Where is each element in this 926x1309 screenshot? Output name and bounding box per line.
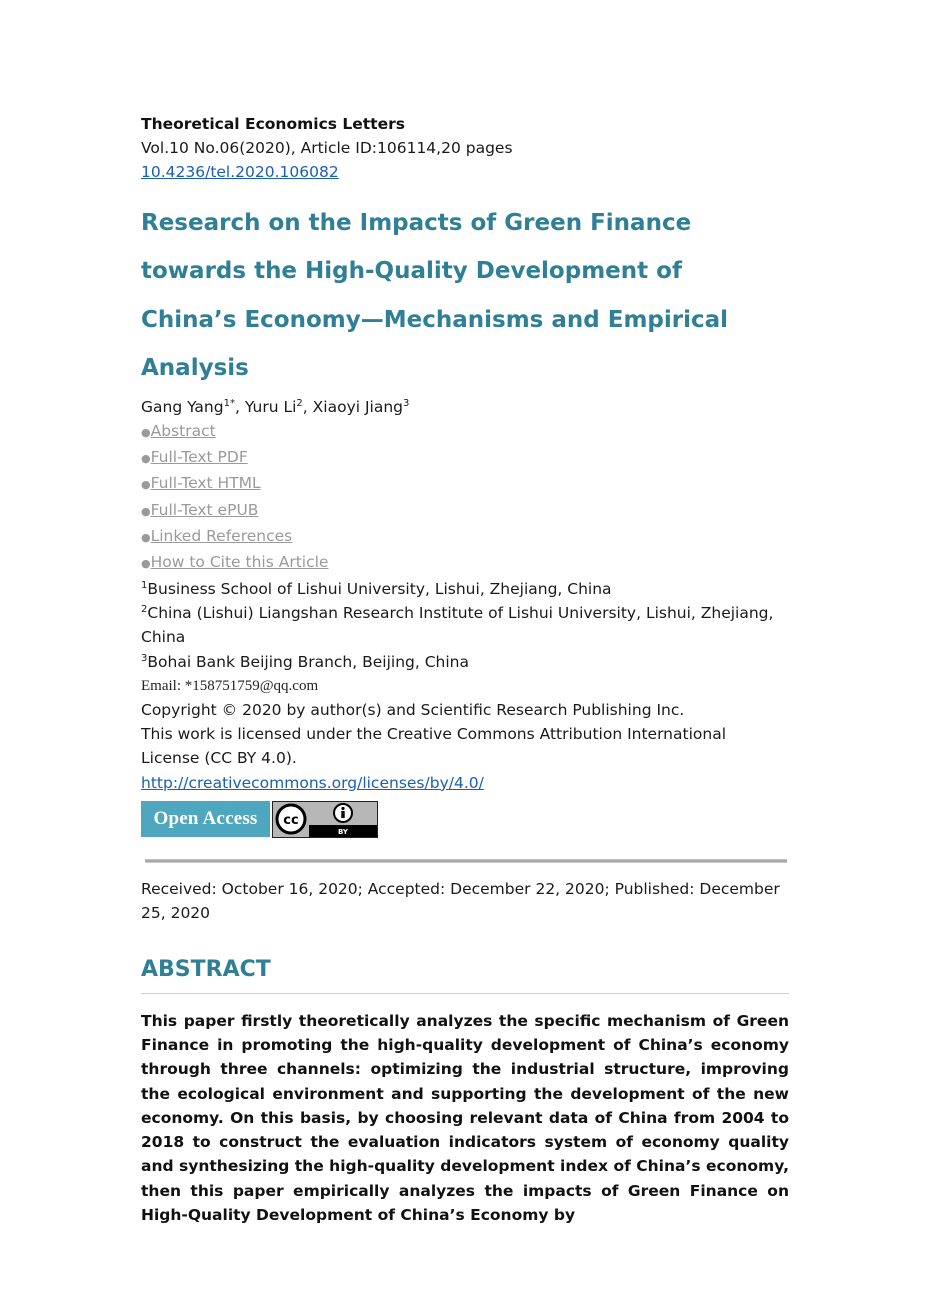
author-list <box>141 395 789 419</box>
full-text-epub-link[interactable]: Full-Text ePUB <box>150 500 259 519</box>
affiliation-marker: 2 <box>141 603 148 615</box>
nav-full-text-epub <box>141 498 789 524</box>
article-page <box>141 112 789 1227</box>
author-name: Yuru Li <box>244 397 297 416</box>
full-text-pdf-link[interactable]: Full-Text PDF <box>150 448 248 467</box>
doi-link[interactable]: 10.4236/tel.2020.106082 <box>141 163 339 182</box>
title-line: Analysis <box>141 355 249 382</box>
cc-by-strip <box>309 825 377 837</box>
author-separator: , <box>234 397 245 416</box>
cc-by-license-badge[interactable] <box>272 801 378 838</box>
open-access-badge[interactable]: Open Access <box>141 801 270 837</box>
author-name: Gang Yang <box>141 397 224 416</box>
nav-full-text-html <box>141 471 789 497</box>
title-line: Research on the Impacts of Green Finance <box>141 209 692 236</box>
publication-dates: Received: October 16, 2020; Accepted: December 22, 2020; Published: December 25, 2020 <box>141 880 780 923</box>
bullet-icon: ● <box>141 531 151 545</box>
affiliation-text: China (Lishui) Liangshan Research Institute of Lishui University, Lishui, Zhejiang, China <box>141 603 774 647</box>
bullet-icon: ● <box>141 478 151 492</box>
affiliation-text: Bohai Bank Beijing Branch, Beijing, China <box>147 652 469 671</box>
author-affiliation-marker: 3 <box>403 397 410 409</box>
nav-abstract <box>141 419 789 445</box>
author-name: Xiaoyi Jiang <box>312 397 404 416</box>
bullet-icon: ● <box>141 425 151 439</box>
author-affiliation-marker: 1* <box>223 397 235 409</box>
affiliation <box>141 577 789 601</box>
how-to-cite-link[interactable]: How to Cite this Article <box>150 553 329 572</box>
linked-references-link[interactable]: Linked References <box>150 527 293 546</box>
attribution-person-icon <box>331 802 355 826</box>
svg-text:cc: cc <box>283 813 299 829</box>
bullet-icon: ● <box>141 452 151 466</box>
copyright-notice: Copyright © 2020 by author(s) and Scientific Research Publishing Inc. <box>141 700 685 719</box>
title-line: towards the High-Quality Development of <box>141 258 682 285</box>
license-url-link[interactable]: http://creativecommons.org/licenses/by/4.0/ <box>141 773 484 792</box>
affiliation-marker: 1 <box>141 579 148 591</box>
abstract-rule <box>141 993 789 994</box>
volume-info: Vol.10 No.06(2020), Article ID:106114,20 pages <box>141 139 513 157</box>
full-text-html-link[interactable]: Full-Text HTML <box>150 474 261 493</box>
cc-by-label: BY <box>337 828 349 837</box>
affiliation-marker: 3 <box>141 652 148 664</box>
open-access-badges <box>141 801 789 838</box>
abstract-body: This paper firstly theoretically analyzes the specific mechanism of Green Finance in promoting the high-quality development of China’s economy through three channels: optimizing the industrial structure, improving the ecological environment and supporting the development of the new economy. On this basis, by choosing relevant data of China from 2004 to 2018 to construct the evaluation indicators system of economy quality and synthesizing the high-quality development index of China’s economy, then this paper empirically analyzes the impacts of Green Finance on High-Quality Development of China’s Economy by <box>141 1011 789 1225</box>
section-divider <box>145 859 787 863</box>
bullet-icon: ● <box>141 504 151 518</box>
license-text: This work is licensed under the Creative Commons Attribution International License (CC BY 4.0). <box>141 725 726 768</box>
nav-linked-references <box>141 524 789 550</box>
bullet-icon: ● <box>141 557 151 571</box>
article-title <box>141 199 789 393</box>
title-line: China’s Economy—Mechanisms and Empirical <box>141 306 729 333</box>
journal-name: Theoretical Economics Letters <box>141 115 405 133</box>
nav-how-to-cite <box>141 550 789 576</box>
corresponding-email: Email: *158751759@qq.com <box>141 677 319 694</box>
affiliation <box>141 650 789 674</box>
author-affiliation-marker: 2 <box>296 397 303 409</box>
nav-full-text-pdf <box>141 445 789 471</box>
abstract-link[interactable]: Abstract <box>150 421 216 440</box>
author-separator: , <box>302 397 313 416</box>
affiliation-text: Business School of Lishui University, Lishui, Zhejiang, China <box>147 579 612 598</box>
abstract-heading: ABSTRACT <box>141 956 271 982</box>
affiliation <box>141 601 789 650</box>
